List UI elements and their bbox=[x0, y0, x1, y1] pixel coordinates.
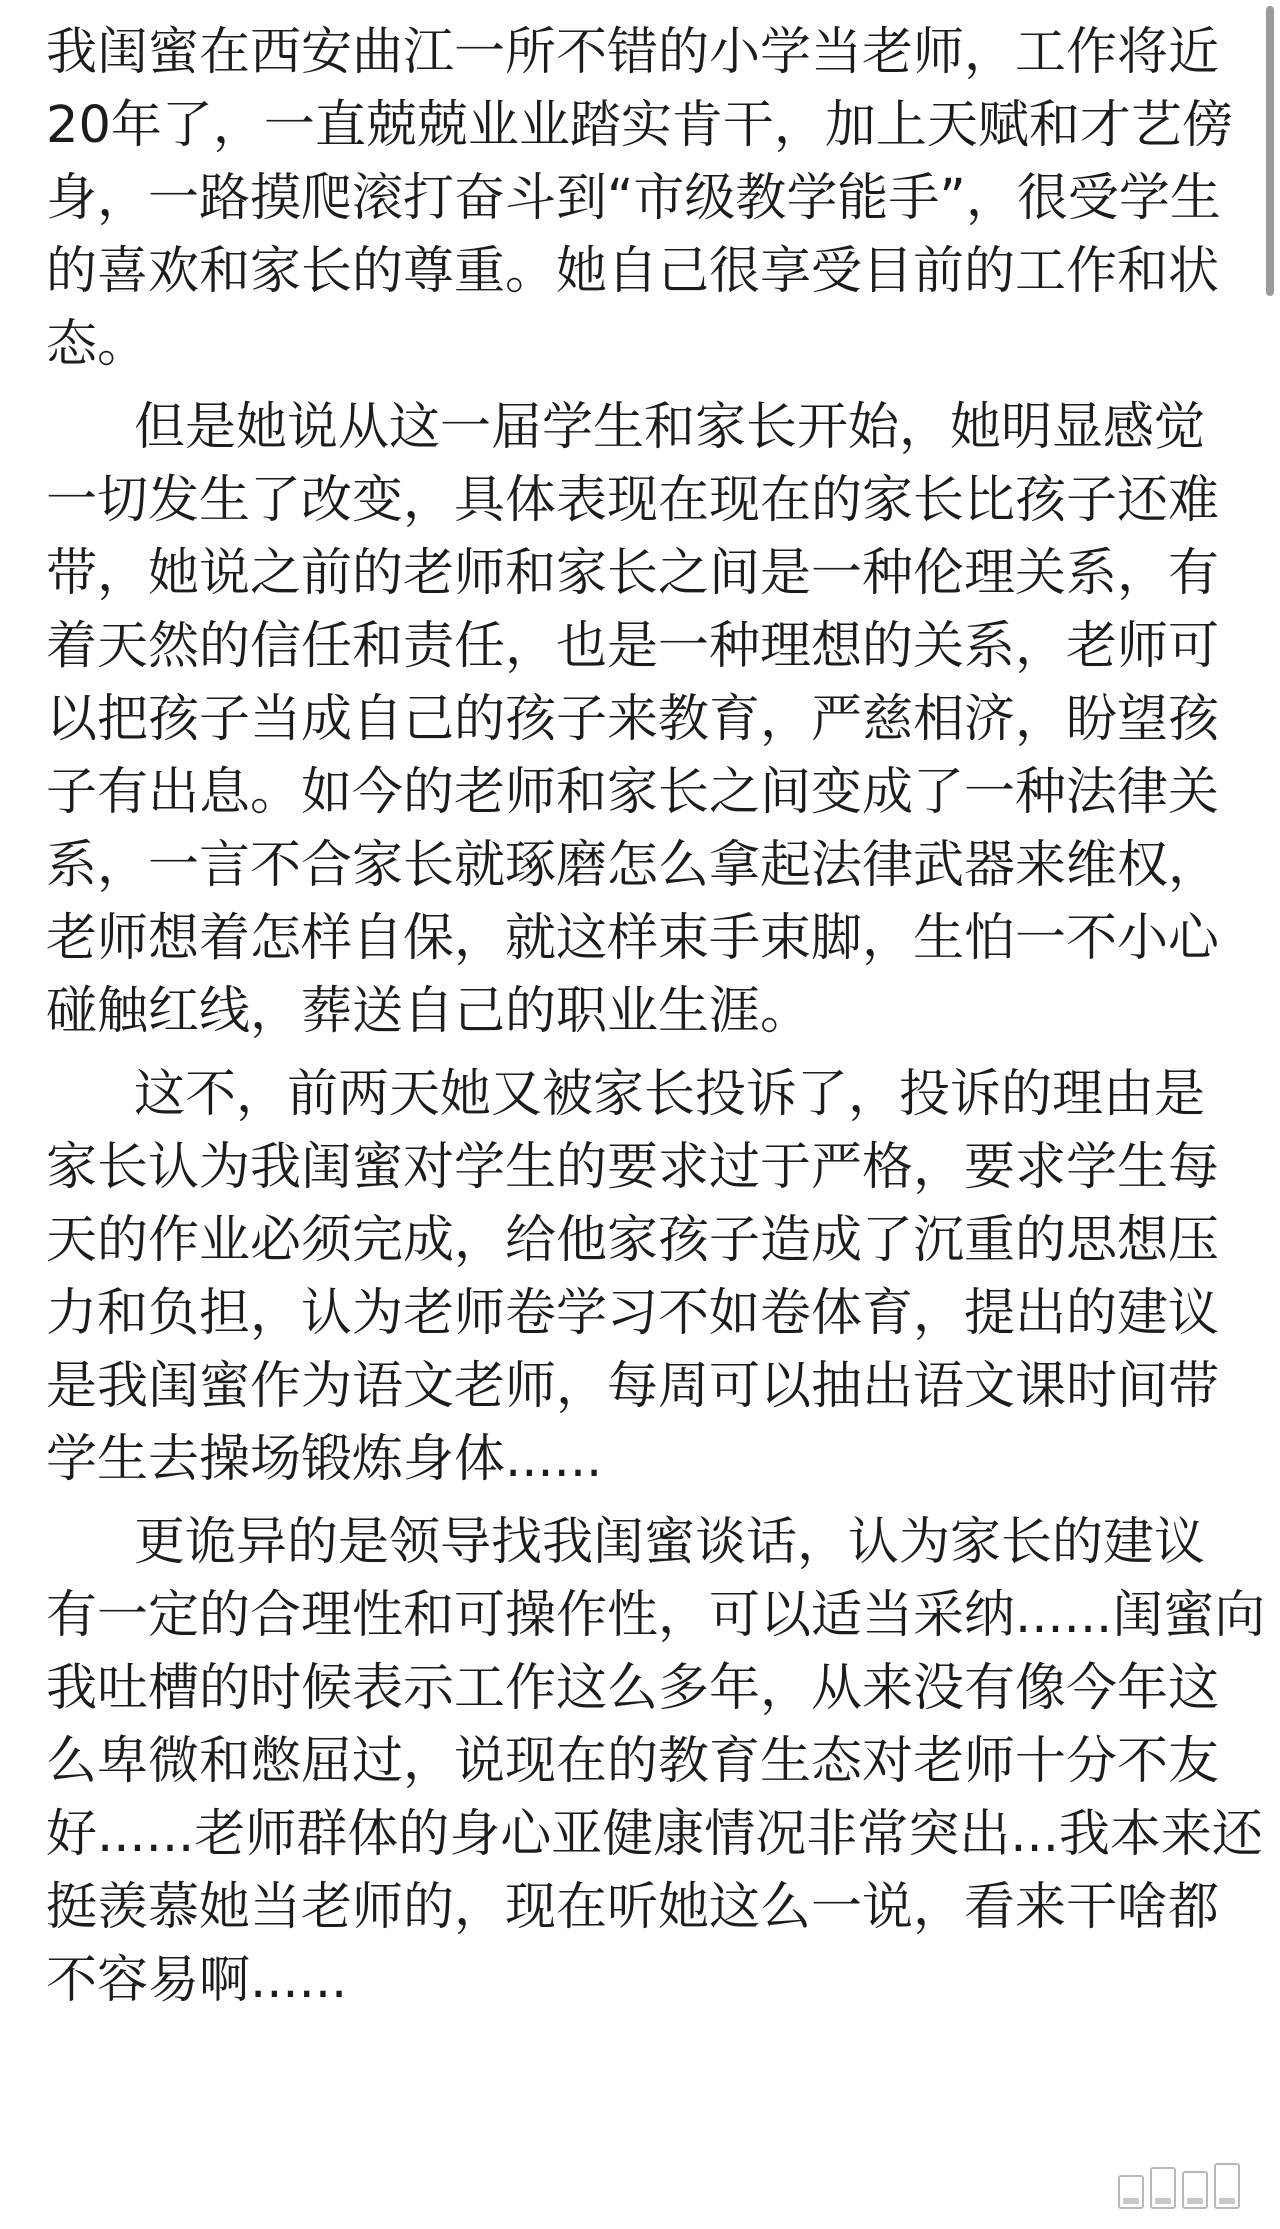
paragraph bbox=[46, 1058, 1231, 1496]
watermark-bar-icon bbox=[1118, 2175, 1144, 2209]
paragraph-gap bbox=[46, 381, 1231, 391]
text-line: 子有出息。如今的老师和家长之间变成了一种法律关 bbox=[46, 763, 1220, 822]
text-line: 带，她说之前的老师和家长之间是一种伦理关系，有 bbox=[46, 544, 1220, 603]
text-line: 好......老师群体的身心亚健康情况非常突出...我本来还 bbox=[46, 1805, 1263, 1864]
paragraph bbox=[46, 1506, 1266, 2017]
text-line: 么卑微和憋屈过，说现在的教育生态对老师十分不友 bbox=[46, 1732, 1220, 1791]
article-body bbox=[46, 16, 1266, 2017]
scrollbar-thumb[interactable] bbox=[1266, 6, 1274, 296]
text-line: 但是她说从这一届学生和家长开始，她明显感觉 bbox=[134, 398, 1206, 457]
text-line: 着天然的信任和责任，也是一种理想的关系，老师可 bbox=[46, 617, 1220, 676]
watermark-bar-icon bbox=[1150, 2167, 1176, 2209]
watermark-bar-icon bbox=[1182, 2171, 1208, 2209]
text-line: 的喜欢和家长的尊重。她自己很享受目前的工作和状 bbox=[46, 242, 1220, 301]
text-line: 以把孩子当成自己的孩子来教育，严慈相济，盼望孩 bbox=[46, 690, 1220, 749]
text-line: 更诡异的是领导找我闺蜜谈话，认为家长的建议 bbox=[134, 1513, 1206, 1572]
text-line: 力和负担，认为老师卷学习不如卷体育，提出的建议 bbox=[46, 1284, 1220, 1343]
text-line: 一切发生了改变，具体表现在现在的家长比孩子还难 bbox=[46, 471, 1220, 530]
text-line: 我闺蜜在西安曲江一所不错的小学当老师，工作将近 bbox=[46, 23, 1220, 82]
watermark-bar-icon bbox=[1214, 2163, 1240, 2209]
paragraph-gap bbox=[46, 1048, 1231, 1058]
paragraph bbox=[46, 16, 1231, 381]
text-line: 是我闺蜜作为语文老师，每周可以抽出语文课时间带 bbox=[46, 1357, 1220, 1416]
paragraph-gap bbox=[46, 1496, 1231, 1506]
text-line: 身，一路摸爬滚打奋斗到“市级教学能手”，很受学生 bbox=[46, 169, 1221, 228]
watermark-logo-icon bbox=[1118, 2163, 1240, 2209]
text-line: 家长认为我闺蜜对学生的要求过于严格，要求学生每 bbox=[46, 1138, 1220, 1197]
text-line: 天的作业必须完成，给他家孩子造成了沉重的思想压 bbox=[46, 1211, 1220, 1270]
paragraph bbox=[46, 391, 1231, 1048]
text-line: 系，一言不合家长就琢磨怎么拿起法律武器来维权， bbox=[46, 836, 1220, 895]
text-line: 学生去操场锻炼身体...... bbox=[46, 1430, 603, 1489]
text-line: 20年了，一直兢兢业业踏实肯干，加上天赋和才艺傍 bbox=[46, 96, 1233, 155]
text-line: 老师想着怎样自保，就这样束手束脚，生怕一不小心 bbox=[46, 909, 1220, 968]
text-line: 有一定的合理性和可操作性，可以适当采纳......闺蜜向 bbox=[46, 1586, 1266, 1645]
text-line: 挺羡慕她当老师的，现在听她这么一说，看来干啥都 bbox=[46, 1878, 1220, 1937]
vertical-scrollbar[interactable] bbox=[1256, 0, 1280, 2229]
text-line: 这不，前两天她又被家长投诉了，投诉的理由是 bbox=[134, 1065, 1206, 1124]
text-line: 不容易啊...... bbox=[46, 1951, 348, 2010]
text-line: 我吐槽的时候表示工作这么多年，从来没有像今年这 bbox=[46, 1659, 1220, 1718]
text-line: 碰触红线，葬送自己的职业生涯。 bbox=[46, 982, 812, 1041]
text-line: 态。 bbox=[46, 315, 149, 374]
